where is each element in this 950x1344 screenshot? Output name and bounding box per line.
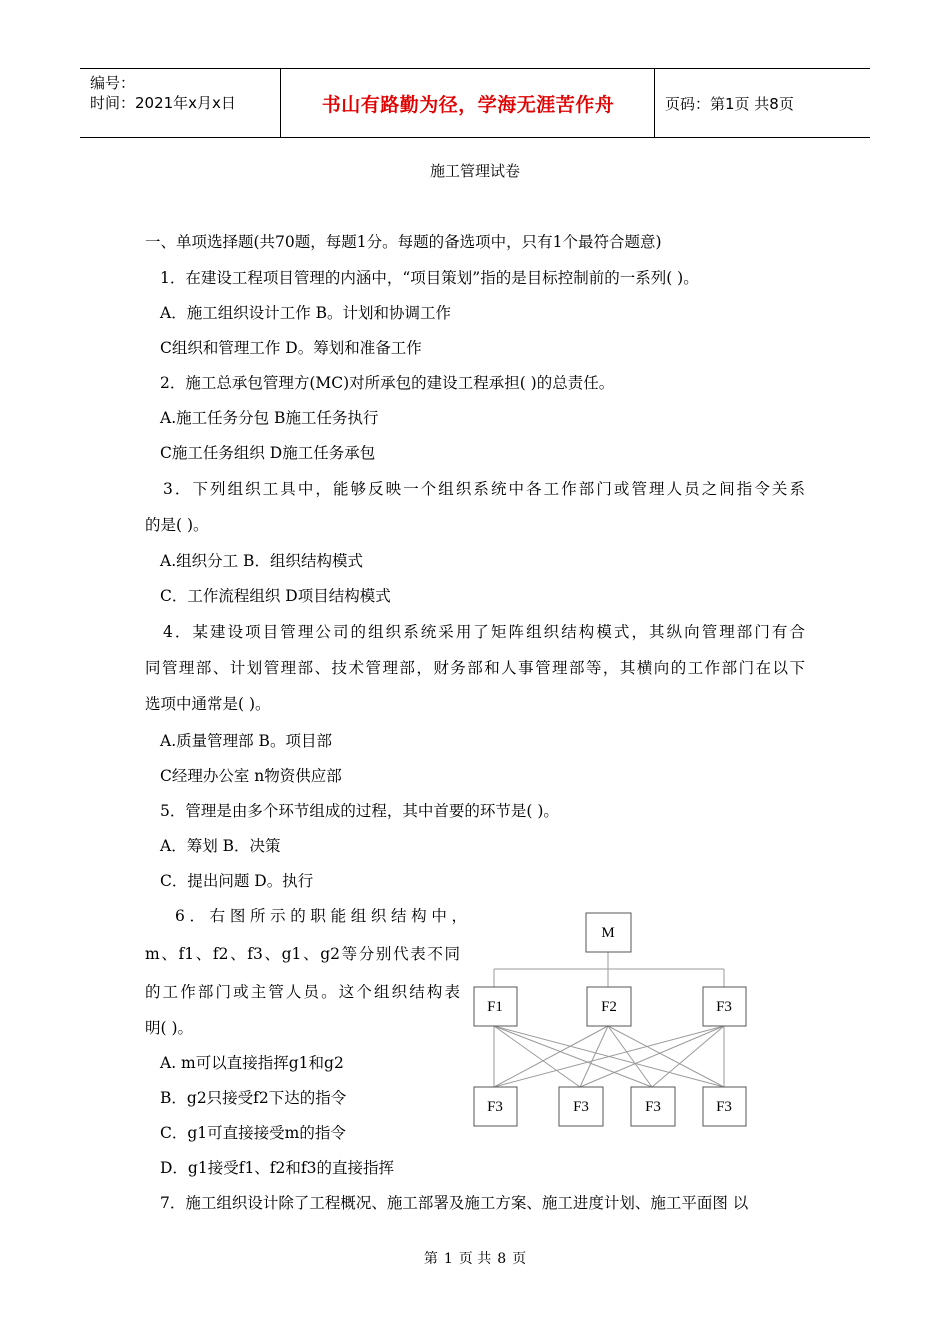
header-meta xyxy=(90,73,236,113)
node-g-label: F3 xyxy=(573,1099,589,1115)
node-g-label: F3 xyxy=(487,1099,503,1115)
number-label: 编号： xyxy=(90,74,136,92)
question-4-cont: 同管理部、计划管理部、技术管理部，财务部和人事管理部等，其横向的工作部门在以下 xyxy=(145,659,805,677)
org-chart-diagram xyxy=(470,910,760,1135)
question-3-cont: 的是( )。 xyxy=(145,516,209,534)
header-divider xyxy=(280,69,281,137)
option-line: A. m可以直接指挥g1和g2 xyxy=(160,1054,344,1072)
question-1: 1．在建设工程项目管理的内涵中，“项目策划”指的是目标控制前的一系列( )。 xyxy=(160,269,699,287)
footer-suffix: 页 xyxy=(512,1251,527,1267)
question-3: 3．下列组织工具中，能够反映一个组织系统中各工作部门或管理人员之间指令关系 xyxy=(163,480,805,498)
option-line: C经理办公室 n物资供应部 xyxy=(160,767,342,785)
option-line: A.施工任务分包 B施工任务执行 xyxy=(160,409,379,427)
option-line: C．提出问题 D。执行 xyxy=(160,872,314,890)
question-6: 6．右图所示的职能组织结构中， xyxy=(175,907,467,925)
node-m-label: M xyxy=(601,925,615,941)
question-5: 5．管理是由多个环节组成的过程，其中首要的环节是( )。 xyxy=(160,802,559,820)
option-line: B．g2只接受f2下达的指令 xyxy=(160,1089,347,1107)
question-6-cont: m、f1、f2、f3、g1、g2等分别代表不同 xyxy=(145,945,460,963)
option-line: C．工作流程组织 D项目结构模式 xyxy=(160,587,391,605)
header-divider xyxy=(654,69,655,137)
question-4: 4．某建设项目管理公司的组织系统采用了矩阵组织结构模式，其纵向管理部门有合 xyxy=(163,623,805,641)
section-heading: 一、单项选择题(共70题，每题1分。每题的备选项中，只有1个最符合题意) xyxy=(145,233,662,251)
option-line: C施工任务组织 D施工任务承包 xyxy=(160,444,376,462)
footer-prefix: 第 xyxy=(423,1251,438,1267)
question-4-cont: 选项中通常是( )。 xyxy=(145,695,271,713)
question-6-cont: 的工作部门或主管人员。这个组织结构表 xyxy=(145,983,460,1001)
node-f3-label: F3 xyxy=(716,999,732,1015)
node-f2-label: F2 xyxy=(601,999,617,1015)
option-line: A.质量管理部 B。项目部 xyxy=(160,732,332,750)
option-line: A.组织分工 B．组织结构模式 xyxy=(160,552,363,570)
option-line: D．g1接受f1、f2和f3的直接指挥 xyxy=(160,1159,395,1177)
node-g-label: F3 xyxy=(645,1099,661,1115)
doc-title: 施工管理试卷 xyxy=(429,162,520,180)
time-label: 时间：2021年x月x日 xyxy=(90,94,236,112)
option-line: A．施工组织设计工作 B。计划和协调工作 xyxy=(160,304,452,322)
node-f1-label: F1 xyxy=(487,999,503,1015)
question-6-cont: 明( )。 xyxy=(145,1019,194,1037)
option-line: C组织和管理工作 D。筹划和准备工作 xyxy=(160,339,422,357)
footer-page-num: 1 xyxy=(443,1251,453,1267)
option-line: C．g1可直接接受m的指令 xyxy=(160,1124,346,1142)
question-2: 2．施工总承包管理方(MC)对所承包的建设工程承担( )的总责任。 xyxy=(160,374,615,392)
question-7: 7．施工组织设计除了工程概况、施工部署及施工方案、施工进度计划、施工平面图 以 xyxy=(160,1194,749,1212)
option-line: A．筹划 B．决策 xyxy=(160,837,281,855)
header-page-info: 页码：第1页 共8页 xyxy=(665,95,794,113)
footer-mid: 页 共 xyxy=(458,1251,492,1267)
page-footer xyxy=(0,1248,950,1268)
header-motto: 书山有路勤为径，学海无涯苦作舟 xyxy=(321,94,615,116)
footer-page-total: 8 xyxy=(497,1251,507,1267)
node-g-label: F3 xyxy=(716,1099,732,1115)
page-header xyxy=(80,68,870,138)
